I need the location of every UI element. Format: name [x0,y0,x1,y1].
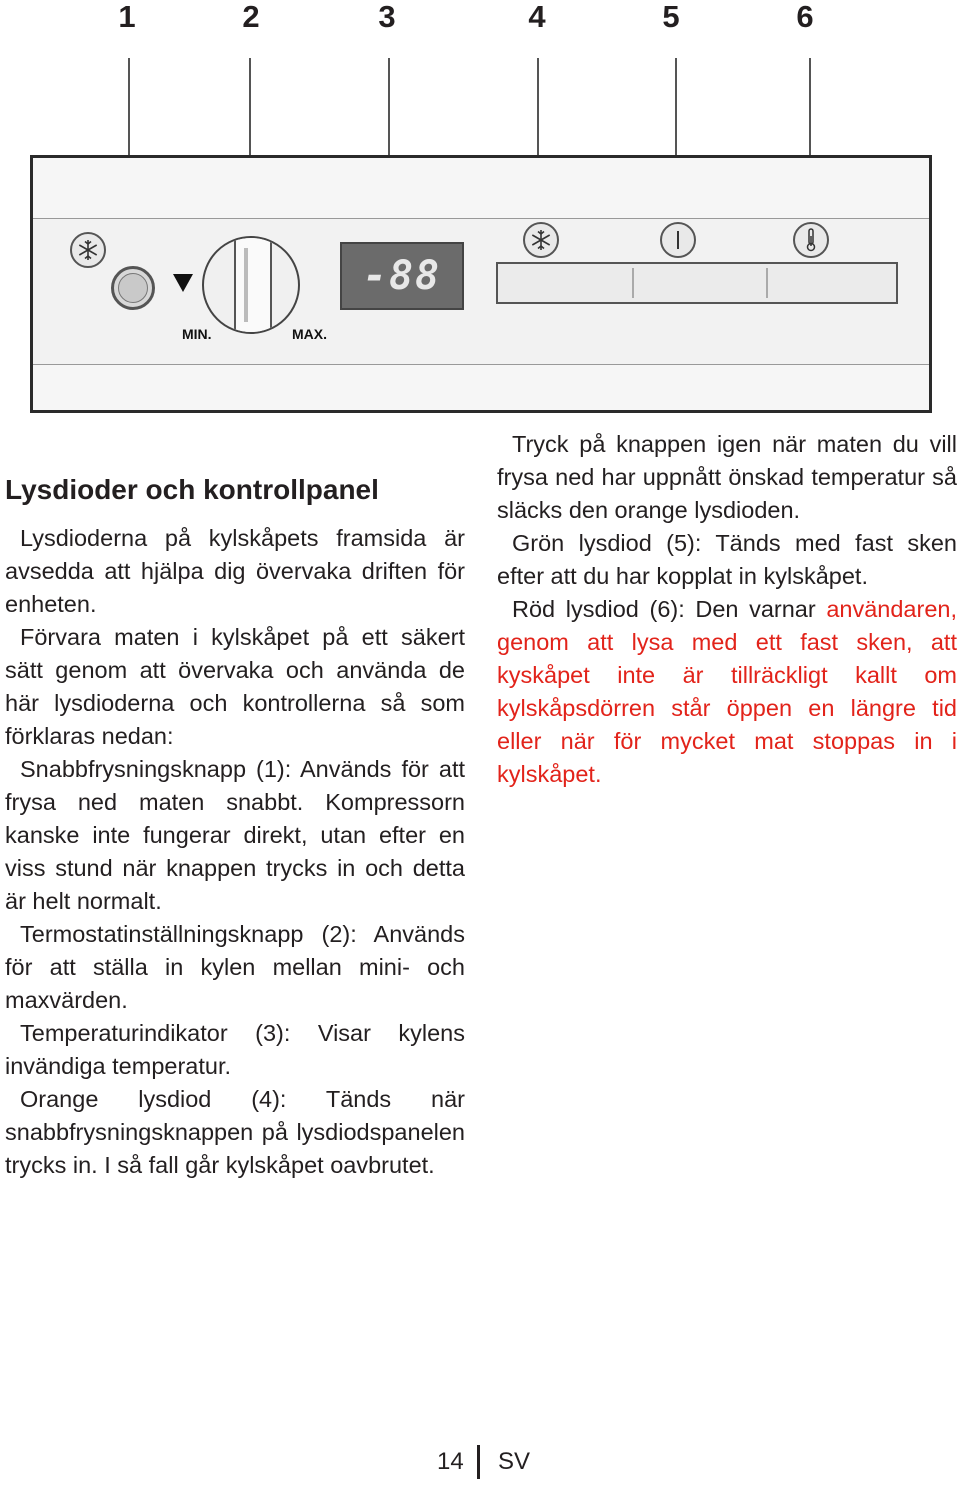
red-led-paragraph-start: Röd lysdiod (6): Den varnar [512,596,816,622]
language-code: SV [498,1448,531,1475]
quick-freeze-button[interactable] [111,266,155,310]
paragraph: Orange lysdiod (4): Tänds när snabbfrysningsknappen på lysdiodspanelen trycks in. I så fall går kylskåpet oavbrutet. [5,1086,465,1178]
left-text-column [5,458,465,1182]
callout-4: 4 [528,0,546,34]
callout-2: 2 [242,0,260,34]
paragraph: Termostatinställningsknapp (2): Används för att ställa in kylen mellan mini- och maxvärden. [5,921,465,1013]
paragraph: Lysdioderna på kylskåpets framsida är avsedda att hjälpa dig övervaka driften för enheten. [5,525,465,617]
page-footer [0,1445,960,1479]
paragraph: Förvara maten i kylskåpet på ett säkert sätt genom att övervaka och använda de här lysdioderna och kontrollerna så som förklaras nedan: [5,624,465,749]
callout-6: 6 [796,0,814,34]
red-led-paragraph [497,593,957,791]
callout-5: 5 [662,0,680,34]
thermometer-icon [793,222,829,258]
knob-min-label: MIN. [182,326,212,342]
callout-1: 1 [118,0,136,34]
footer-divider [477,1445,480,1479]
triangle-marker-icon [172,272,194,294]
snowflake-icon [70,232,106,268]
snowflake-icon [523,222,559,258]
power-icon [660,222,696,258]
paragraph: Temperaturindikator (3): Visar kylens invändiga temperatur. [5,1020,465,1079]
right-text-column [497,428,957,791]
led-indicator-strip [496,262,898,304]
knob-max-label: MAX. [292,326,327,342]
paragraph: Grön lysdiod (5): Tänds med fast sken efter att du har kopplat in kylskåpet. [497,530,957,589]
temperature-display: -88 [340,242,464,310]
section-heading: Lysdioder och kontrollpanel [5,474,379,505]
paragraph: Tryck på knappen igen när maten du vill frysa ned har uppnått önskad temperatur så släcks den orange lysdioden. [497,431,957,523]
paragraph: Snabbfrysningsknapp (1): Används för att frysa ned maten snabbt. Kompressorn kanske inte fungerar direkt, utan efter en viss stund när knappen trycks in och detta är helt normalt. [5,756,465,914]
page-number: 14 [437,1448,464,1475]
thermostat-knob[interactable] [202,236,300,334]
red-led-paragraph-warning: användaren, genom att lysa med ett fast sken, att kyskåpet inte är tillräckligt kallt om kylskåpsdörren står öppen en längre tid eller när för mycket mat stoppas in i kylskåpet. [497,596,957,787]
control-panel-illustration [30,155,932,413]
callout-3: 3 [378,0,396,34]
